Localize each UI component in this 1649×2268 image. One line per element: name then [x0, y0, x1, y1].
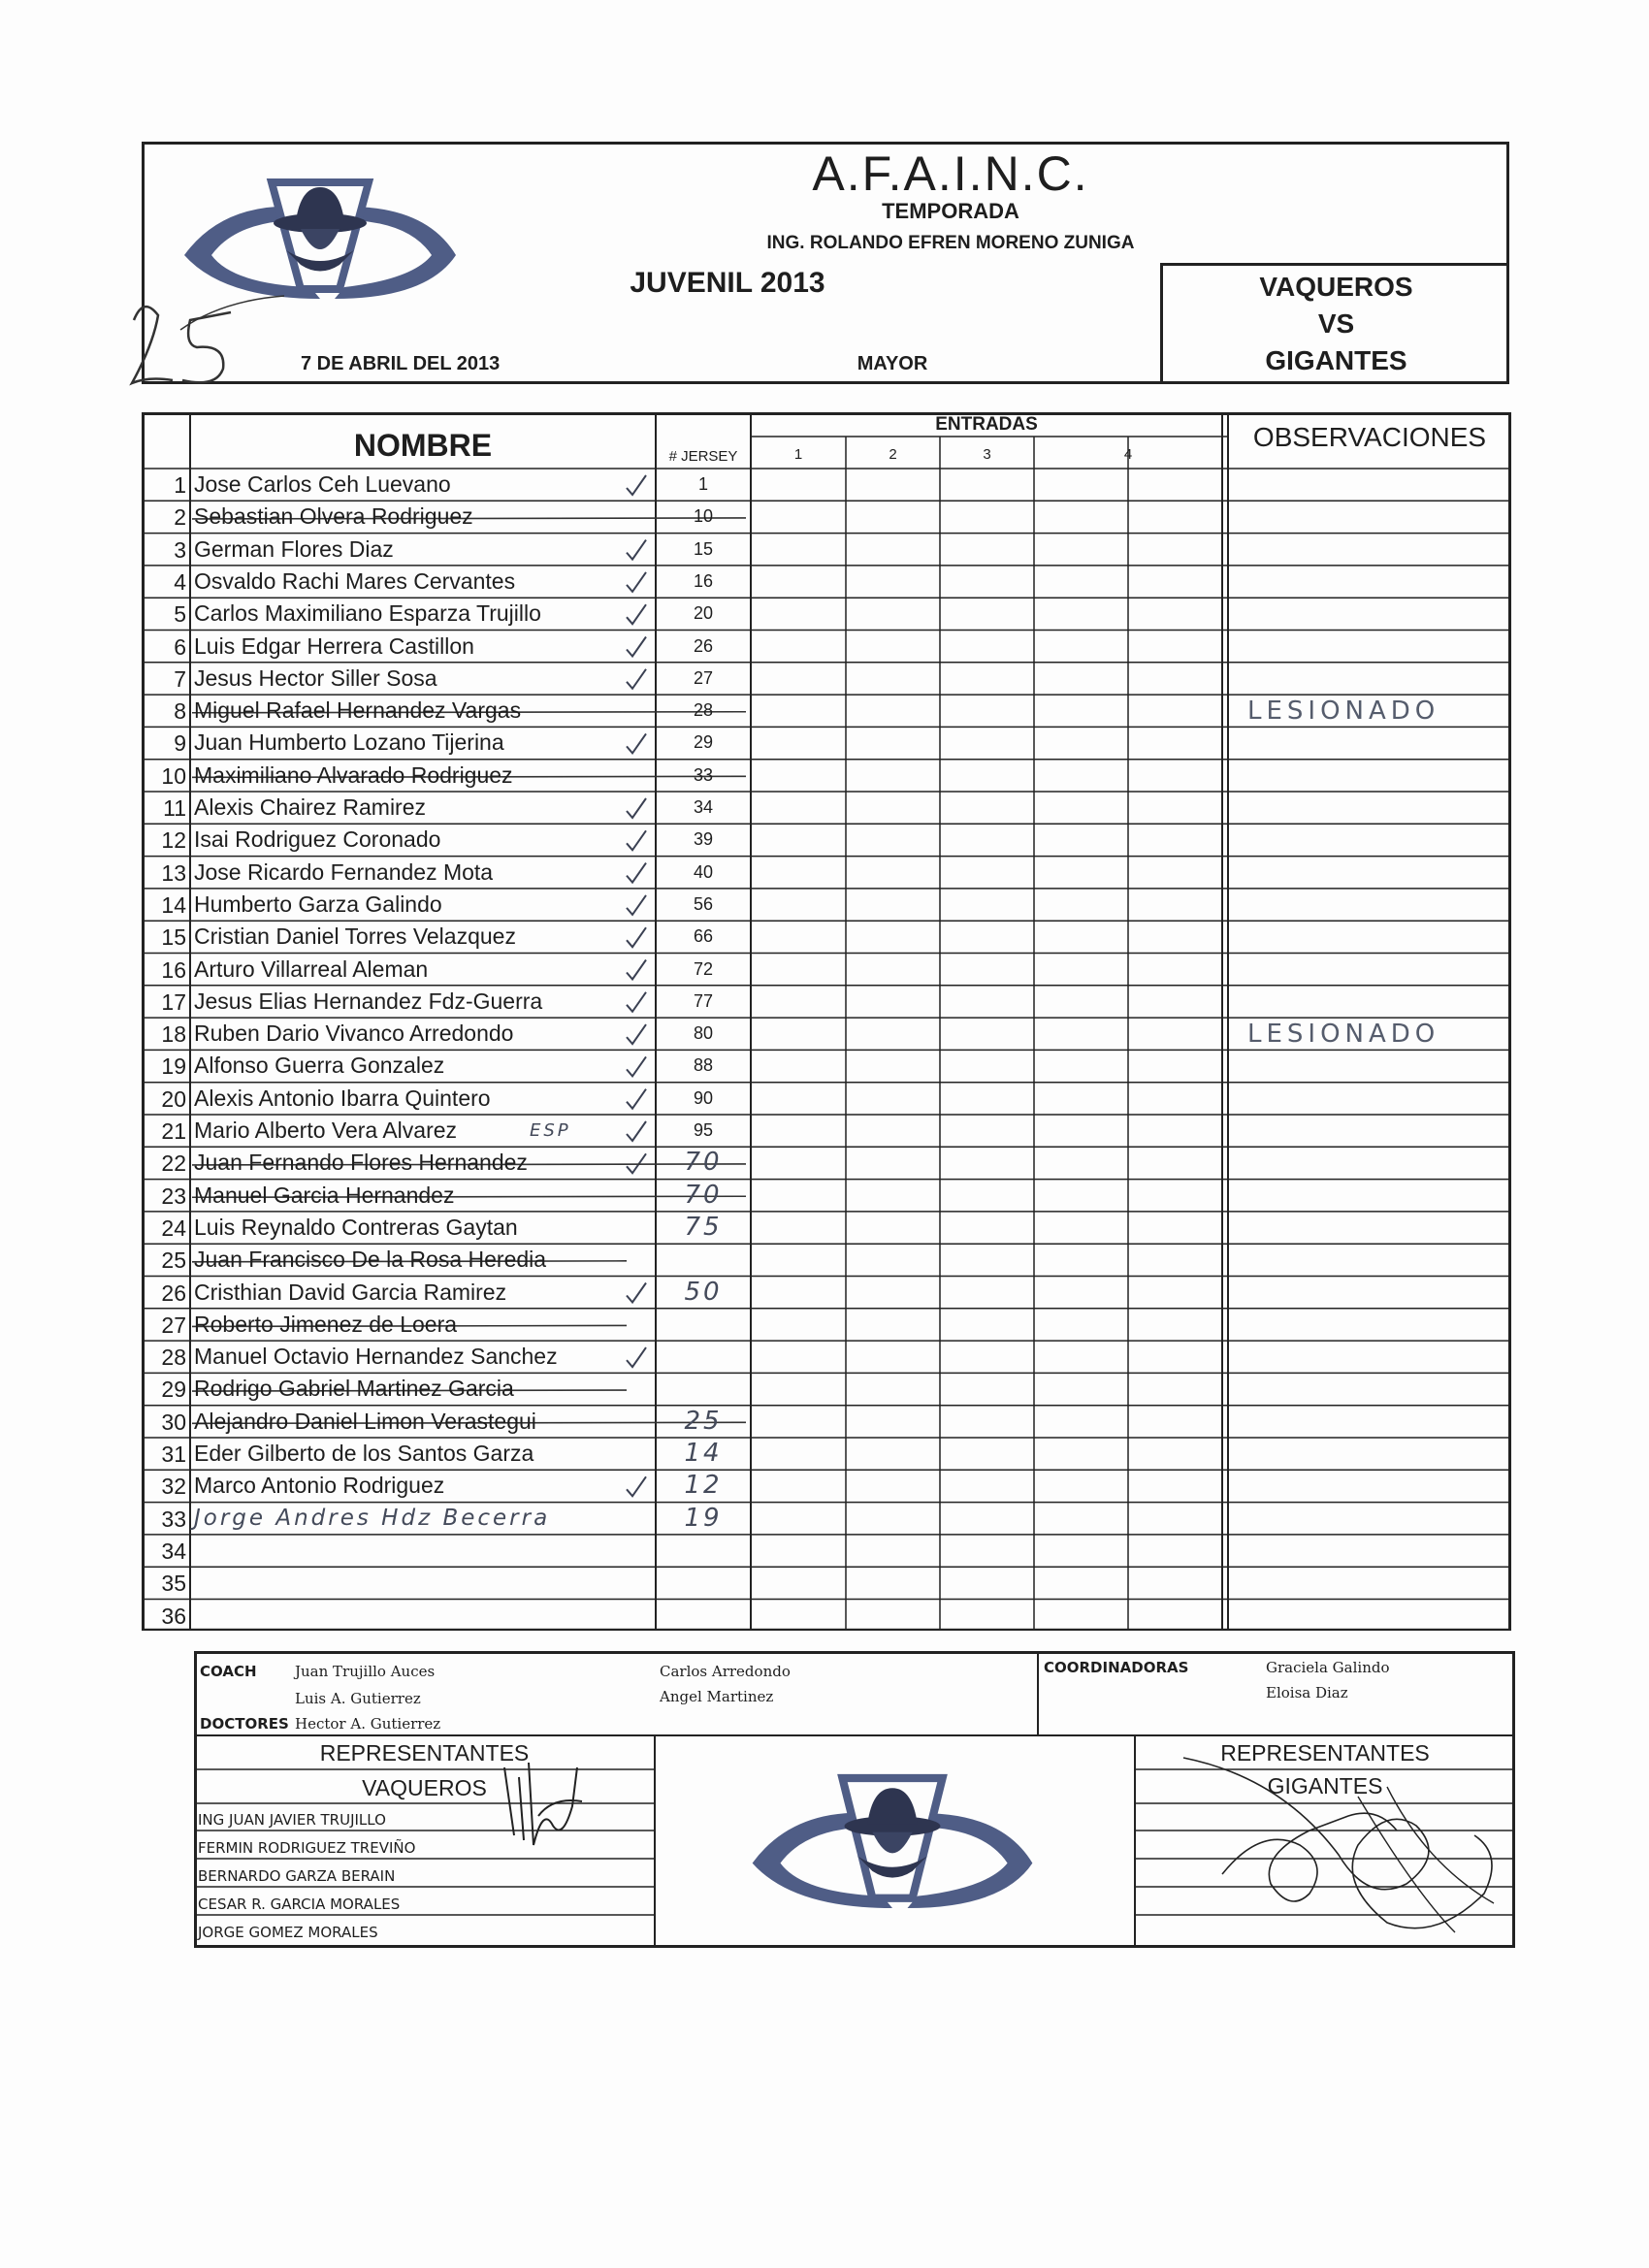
jersey-number: 25: [684, 1406, 723, 1436]
jersey-number: 56: [693, 893, 714, 914]
check-mark: [627, 830, 646, 850]
player-name: Alfonso Guerra Gonzalez: [194, 1053, 445, 1079]
row-number: 31: [161, 1442, 186, 1467]
row-number: 21: [161, 1118, 186, 1144]
check-mark: [627, 895, 646, 915]
player-name: Luis Reynaldo Contreras Gaytan: [194, 1214, 518, 1240]
row-number: 33: [161, 1506, 186, 1532]
player-name: Alexis Chairez Ramirez: [194, 794, 427, 820]
player-name: Manuel Garcia Hernandez: [194, 1182, 455, 1208]
check-mark: [627, 540, 646, 560]
check-mark: [627, 604, 646, 624]
row-number: 23: [161, 1183, 186, 1209]
player-name: Juan Fernando Flores Hernandez: [194, 1150, 528, 1176]
jersey-number: 39: [693, 829, 714, 850]
jersey-number: 75: [684, 1212, 723, 1242]
jersey-number: 40: [693, 861, 714, 882]
observation-note: LESIONADO: [1247, 1020, 1440, 1050]
org-name: A.F.A.I.N.C.: [812, 146, 1089, 201]
row-number: 15: [161, 924, 186, 951]
observation-note: LESIONADO: [1247, 697, 1440, 727]
row-note: ESP: [530, 1120, 571, 1141]
check-mark: [627, 927, 646, 947]
row-number: 36: [161, 1603, 186, 1629]
check-mark: [627, 1024, 646, 1044]
division-label: MAYOR: [857, 353, 928, 374]
row-number: 34: [161, 1538, 186, 1564]
rep-away-team: GIGANTES: [1267, 1773, 1383, 1798]
check-mark: [627, 1089, 646, 1109]
player-name: Maximiliano Alvarado Rodriguez: [194, 761, 513, 788]
player-name: Jose Ricardo Fernandez Mota: [194, 859, 494, 885]
row-number: 5: [174, 601, 186, 628]
row-number: 30: [161, 1409, 186, 1435]
row-number: 29: [161, 1377, 186, 1403]
home-team: VAQUEROS: [1259, 272, 1413, 302]
jersey-number: 90: [693, 1087, 714, 1108]
row-number: 2: [174, 504, 186, 531]
vaqueros-logo: [732, 1766, 1052, 1921]
player-name: Jorge Andres Hdz Becerra: [194, 1505, 551, 1531]
check-mark: [627, 992, 646, 1012]
jersey-number: 33: [693, 764, 714, 785]
nombre-header: NOMBRE: [353, 428, 493, 463]
coach-name: Carlos Arredondo: [660, 1663, 791, 1680]
row-number: 26: [161, 1280, 186, 1306]
rep-home-name: CESAR R. GARCIA MORALES: [198, 1895, 401, 1913]
jersey-number: 72: [693, 958, 714, 979]
row-number: 20: [161, 1085, 186, 1112]
row-number: 25: [161, 1247, 186, 1274]
row-number: 18: [161, 1021, 186, 1048]
player-name: Manuel Octavio Hernandez Sanchez: [194, 1344, 558, 1370]
doctors-label: DOCTORES: [200, 1715, 289, 1733]
jersey-number: 66: [693, 926, 714, 947]
roster-table: [142, 412, 1511, 1631]
check-mark: [627, 1476, 646, 1496]
row-number: 16: [161, 956, 186, 983]
row-number: 17: [161, 988, 186, 1015]
row-number: 11: [163, 795, 186, 821]
player-name: Isai Rodriguez Coronado: [194, 826, 441, 853]
player-name: Cristhian David Garcia Ramirez: [194, 1279, 507, 1305]
row-number: 14: [161, 891, 186, 918]
doctor-name: Hector A. Gutierrez: [295, 1715, 441, 1733]
player-name: Jose Carlos Ceh Luevano: [194, 471, 451, 497]
check-mark: [627, 863, 646, 883]
player-name: Jesus Hector Siller Sosa: [194, 664, 437, 691]
rep-home-name: JORGE GOMEZ MORALES: [198, 1924, 378, 1941]
coach-name: Angel Martinez: [660, 1688, 774, 1705]
jersey-number: 28: [693, 700, 714, 721]
row-number: 22: [161, 1150, 186, 1177]
matchup-box: [1160, 263, 1509, 384]
away-team: GIGANTES: [1265, 345, 1407, 375]
signature: [1164, 1738, 1513, 1948]
row-number: 7: [174, 665, 186, 692]
check-mark: [627, 1347, 646, 1367]
rep-home-team: VAQUEROS: [362, 1775, 487, 1800]
jersey-number: 20: [693, 603, 714, 624]
jersey-number: 95: [693, 1120, 714, 1140]
row-number: 28: [161, 1345, 186, 1371]
row-number: 8: [174, 698, 186, 725]
rep-home-title: REPRESENTANTES: [319, 1740, 530, 1766]
jersey-number: 70: [684, 1180, 723, 1210]
row-number: 1: [174, 472, 186, 498]
jersey-number: 29: [693, 732, 714, 753]
category-title: JUVENIL 2013: [630, 267, 825, 299]
player-name: Sebastian Olvera Rodriguez: [194, 503, 473, 530]
player-name: Miguel Rafael Hernandez Vargas: [194, 697, 522, 724]
check-mark: [627, 733, 646, 753]
season-honoree: ING. ROLANDO EFREN MORENO ZUNIGA: [766, 233, 1135, 253]
player-name: Rodrigo Gabriel Martinez Garcia: [194, 1376, 514, 1402]
observaciones-header: OBSERVACIONES: [1252, 422, 1487, 452]
player-name: Marco Antonio Rodriguez: [194, 1473, 445, 1499]
coach-name: Luis A. Gutierrez: [295, 1690, 421, 1707]
coach-name: Juan Trujillo Auces: [295, 1663, 436, 1680]
check-mark: [627, 1283, 646, 1303]
jersey-number: 26: [693, 635, 714, 656]
jersey-number: 14: [684, 1439, 723, 1468]
handwritten-number: [124, 291, 289, 398]
row-number: 19: [161, 1053, 186, 1080]
jersey-header: # JERSEY: [668, 448, 738, 465]
jersey-number: 50: [684, 1277, 723, 1307]
row-number: 27: [161, 1312, 186, 1338]
player-name: Alejandro Daniel Limon Verastegui: [194, 1408, 536, 1434]
check-mark: [627, 960, 646, 980]
row-number: 4: [174, 568, 186, 595]
entradas-header: ENTRADAS: [935, 414, 1038, 435]
svg-text:25: 25: [124, 291, 126, 292]
jersey-number: 27: [693, 667, 714, 688]
jersey-number: 88: [693, 1055, 714, 1076]
player-name: Juan Humberto Lozano Tijerina: [194, 729, 504, 756]
rep-home-name: BERNARDO GARZA BERAIN: [198, 1867, 396, 1885]
row-number: 32: [161, 1474, 186, 1500]
check-mark: [627, 798, 646, 818]
row-number: 10: [161, 762, 186, 789]
jersey-number: 77: [693, 990, 714, 1011]
check-mark: [627, 1121, 646, 1141]
jersey-number: 34: [693, 797, 714, 817]
jersey-number: 10: [693, 506, 714, 527]
rep-away-title: REPRESENTANTES: [1220, 1740, 1430, 1766]
player-name: Arturo Villarreal Aleman: [194, 956, 429, 982]
jersey-number: 12: [684, 1471, 723, 1501]
rep-home-name: ING JUAN JAVIER TRUJILLO: [198, 1811, 386, 1829]
coordinator-name: Graciela Galindo: [1266, 1659, 1390, 1676]
inning-2-header: 2: [889, 446, 897, 463]
player-name: Eder Gilberto de los Santos Garza: [194, 1441, 534, 1466]
inning-3-header: 3: [983, 446, 991, 463]
player-name: Jesus Elias Hernandez Fdz-Guerra: [194, 988, 543, 1014]
jersey-number: 16: [693, 570, 714, 591]
row-number: 9: [174, 730, 186, 757]
inning-4-header: 4: [1123, 446, 1133, 463]
player-name: Mario Alberto Vera Alvarez: [194, 1118, 458, 1143]
vaqueros-logo: [165, 163, 475, 308]
versus-label: VS: [1317, 308, 1355, 339]
row-number: 3: [174, 536, 186, 563]
check-mark: [627, 572, 646, 592]
check-mark: [627, 669, 646, 689]
coordinator-name: Eloisa Diaz: [1266, 1684, 1348, 1701]
jersey-number: 19: [684, 1503, 723, 1533]
check-mark: [627, 1153, 646, 1173]
season-label: TEMPORADA: [882, 199, 1019, 223]
player-name: Osvaldo Rachi Mares Cervantes: [194, 567, 516, 594]
row-number: 6: [174, 633, 186, 660]
check-mark: [627, 475, 646, 495]
jersey-number: 80: [693, 1023, 714, 1044]
jersey-number: 1: [697, 474, 708, 494]
player-name: Juan Francisco De la Rosa Heredia: [194, 1247, 547, 1273]
rep-home-name: FERMIN RODRIGUEZ TREVIÑO: [198, 1839, 416, 1857]
coordinators-label: COORDINADORAS: [1044, 1659, 1189, 1676]
row-number: 35: [161, 1571, 186, 1597]
jersey-number: 70: [684, 1148, 723, 1178]
check-mark: [627, 1056, 646, 1076]
player-name: Ruben Dario Vivanco Arredondo: [194, 1021, 514, 1047]
row-number: 13: [161, 859, 186, 886]
signature: [485, 1748, 601, 1864]
player-name: Roberto Jimenez de Loera: [194, 1311, 458, 1337]
coach-label: COACH: [200, 1663, 257, 1680]
inning-1-header: 1: [793, 446, 803, 463]
player-name: German Flores Diaz: [194, 535, 394, 562]
game-date: 7 DE ABRIL DEL 2013: [301, 353, 501, 374]
row-number: 24: [161, 1215, 186, 1241]
staff-section: [194, 1651, 1515, 1948]
row-number: 12: [161, 827, 186, 854]
player-name: Alexis Antonio Ibarra Quintero: [194, 1085, 491, 1111]
player-name: Cristian Daniel Torres Velazquez: [194, 923, 516, 950]
player-name: Humberto Garza Galindo: [194, 891, 442, 917]
player-name: Luis Edgar Herrera Castillon: [194, 632, 474, 659]
check-mark: [627, 637, 646, 657]
player-name: Carlos Maximiliano Esparza Trujillo: [194, 600, 541, 627]
jersey-number: 15: [693, 538, 714, 559]
